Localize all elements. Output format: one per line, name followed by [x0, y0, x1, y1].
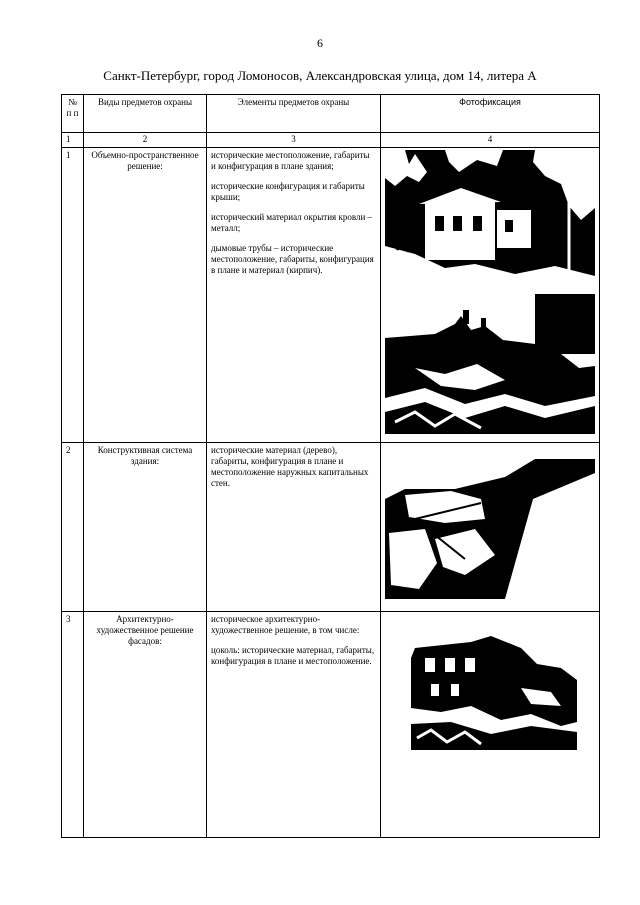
element-item: исторический материал окрытия кровли – металл;: [211, 211, 373, 233]
page-number: 6: [317, 36, 323, 50]
column-number: 3: [207, 133, 381, 147]
column-number: 2: [84, 133, 207, 147]
building-photo: [385, 150, 595, 286]
row-number: 3: [62, 611, 84, 837]
row-photos: [381, 611, 600, 837]
table-row: [62, 147, 600, 442]
element-item: исторические местоположение, габариты и конфигурация в плане здания;: [211, 149, 370, 171]
row-elements: [207, 611, 381, 837]
row-number: 2: [62, 442, 84, 611]
column-number-row: [62, 133, 600, 147]
table-header-row: [62, 95, 600, 133]
header-elements: Элементы предметов охраны: [207, 95, 381, 133]
row-kind: Объемно-пространственное решение:: [84, 147, 207, 442]
header-number: № п п: [62, 95, 84, 133]
row-photos: [381, 442, 600, 611]
element-item: историческое архитектурно-художественное решение, в том числе:: [211, 613, 360, 635]
row-number: 1: [62, 147, 84, 442]
column-number: 1: [62, 133, 84, 147]
element-item: исторические конфигурация и габариты крыши;: [211, 180, 365, 202]
header-kinds: Виды предметов охраны: [84, 95, 207, 133]
wall-construction-photo: [385, 459, 595, 599]
row-elements: [207, 442, 381, 611]
header-photo: Фотофиксация: [381, 95, 600, 133]
element-item: дымовые трубы – исторические местоположение, габариты, конфигурация в плане и материал (кирпич).: [211, 242, 374, 275]
facade-photo: [411, 628, 595, 750]
row-kind: Конструктивная система здания:: [84, 442, 207, 611]
table-row: [62, 611, 600, 837]
document-address-title: Санкт-Петербург, город Ломоносов, Александровская улица, дом 14, литера А: [103, 68, 537, 83]
column-number: 4: [381, 133, 600, 147]
element-item: исторические материал (дерево), габариты, конфигурация в плане и местоположение наружных капитальных стен.: [211, 444, 369, 488]
row-photos: [381, 147, 600, 442]
row-kind: Архитектурно-художественное решение фасадов:: [84, 611, 207, 837]
protection-table: [61, 94, 600, 838]
row-elements: [207, 147, 381, 442]
table-row: [62, 442, 600, 611]
element-item: цоколь: исторические материал, габариты, конфигурация в плане и местоположение.: [211, 644, 375, 666]
building-photo: [385, 294, 595, 434]
